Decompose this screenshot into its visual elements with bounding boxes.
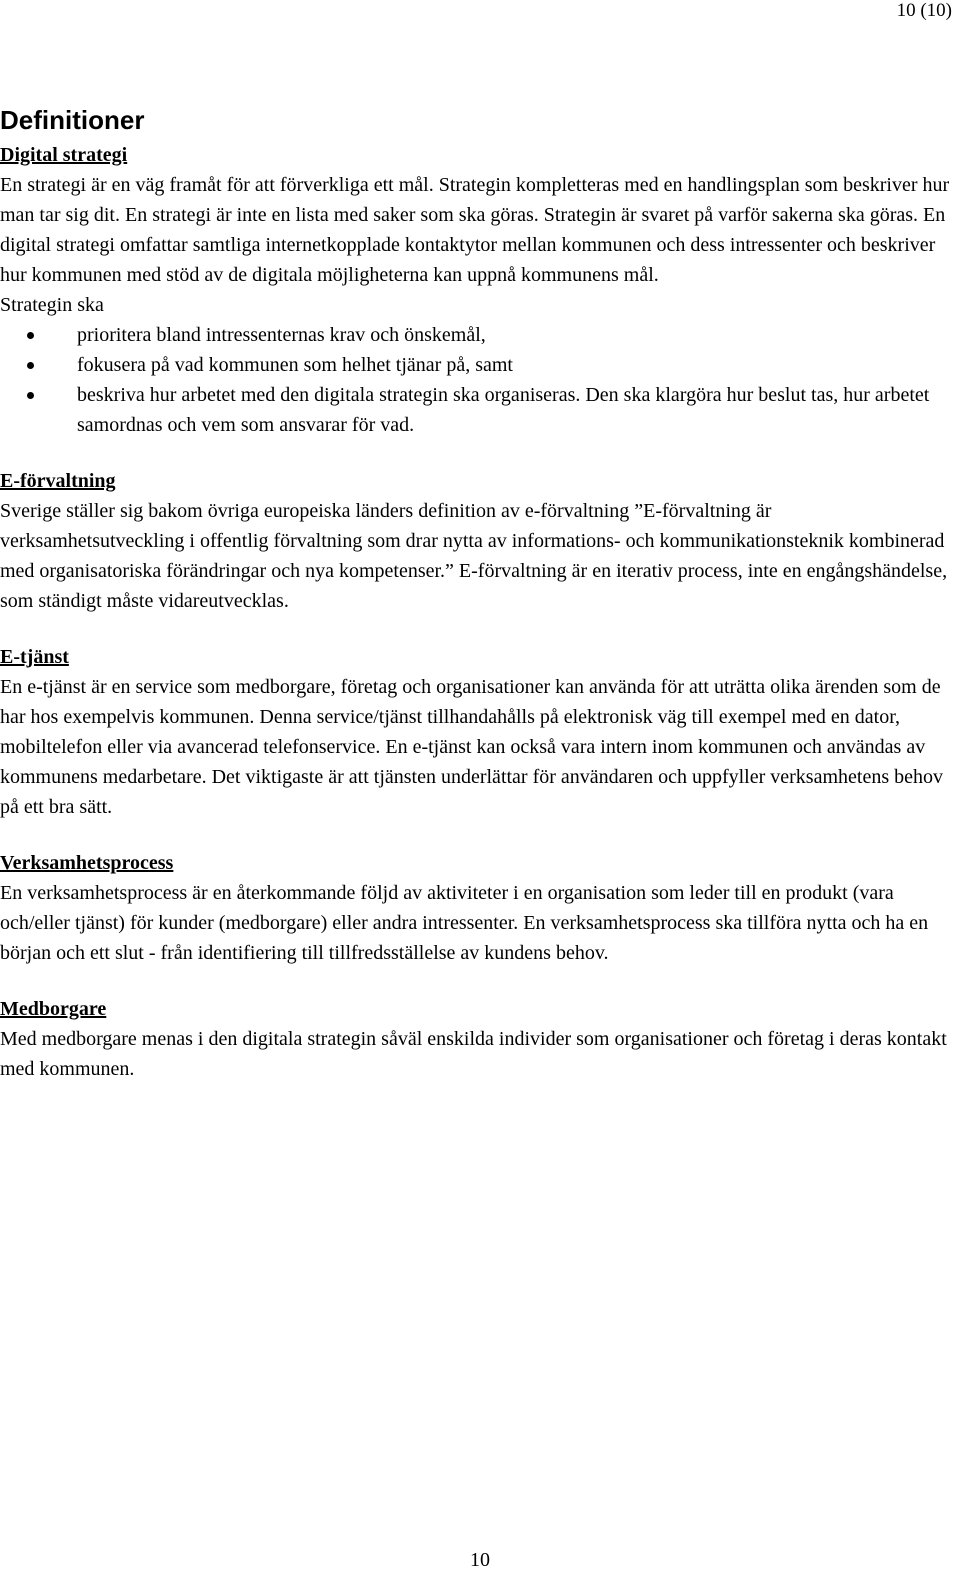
section-heading: E-tjänst <box>0 646 69 668</box>
section-text: Sverige ställer sig bakom övriga europeiska länders definition av e-förvaltning ”E-förvaltning är verksamhetsutveckling i offentlig förvaltning som drar nytta av informations- och kommunikationsteknik kombinerad med organisatoriska förändringar och nya kompetenser.” E-förvaltning är en iterativ process, inte en engångshändelse, som ständigt måste vidareutvecklas. <box>0 500 948 612</box>
list-item <box>0 380 955 440</box>
section-e-tjanst <box>0 642 955 822</box>
bullet-icon <box>27 332 34 339</box>
section-verksamhetsprocess <box>0 848 955 968</box>
list-item <box>0 350 955 380</box>
section-heading: Medborgare <box>0 998 107 1020</box>
list-item-text: beskriva hur arbetet med den digitala strategin ska organiseras. Den ska klargöra hur beslut tas, hur arbetet samordnas och vem som ansvarar för vad. <box>77 384 930 436</box>
document-body <box>0 100 955 1110</box>
section-text: En verksamhetsprocess är en återkommande följd av aktiviteter i en organisation som leder till en produkt (vara och/eller tjänst) för kunder (medborgare) eller andra intressenter. En verksamhetsprocess ska tillföra nytta och ha en början och ett slut - från identifiering till tillfredsställelse av kundens behov. <box>0 882 929 964</box>
document-title: Definitioner <box>0 105 145 135</box>
section-e-forvaltning <box>0 466 955 616</box>
section-heading: E-förvaltning <box>0 470 116 492</box>
list-intro: Strategin ska <box>0 294 104 316</box>
section-text: En e-tjänst är en service som medborgare, företag och organisationer kan använda för att uträtta olika ärenden som de har hos exempelvis kommunen. Denna service/tjänst tillhandahålls på elektronisk väg till exempel med en dator, mobiltelefon eller via avancerad telefonservice. En e-tjänst kan också vara intern inom kommunen och användas av kommunens medarbetare. Det viktigaste är att tjänsten underlättar för användaren och uppfyller verksamhetens behov på ett bra sätt. <box>0 676 943 818</box>
section-digital-strategi <box>0 140 955 440</box>
list-item-text: fokusera på vad kommunen som helhet tjänar på, samt <box>77 354 513 376</box>
list-item <box>0 320 955 350</box>
page-number: 10 <box>470 1549 490 1571</box>
section-text: En strategi är en väg framåt för att förverkliga ett mål. Strategin kompletteras med en handlingsplan som beskriver hur man tar sig dit. En strategi är inte en lista med saker som ska göras. Strategin är svaret på varför sakerna ska göras. En digital strategi omfattar samtliga internetkopplade kontaktytor mellan kommunen och dess intressenter och beskriver hur kommunen med stöd av de digitala möjligheterna kan uppnå kommunens mål. <box>0 174 950 286</box>
bullet-icon <box>27 362 34 369</box>
bullet-list <box>0 320 955 440</box>
bullet-icon <box>27 392 34 399</box>
section-heading: Verksamhetsprocess <box>0 852 174 874</box>
list-item-text: prioritera bland intressenternas krav och önskemål, <box>77 324 486 346</box>
page-indicator: 10 (10) <box>896 0 952 21</box>
section-heading: Digital strategi <box>0 144 128 166</box>
section-text: Med medborgare menas i den digitala strategin såväl enskilda individer som organisationer och företag i deras kontakt med kommunen. <box>0 1028 947 1080</box>
section-medborgare <box>0 994 955 1084</box>
